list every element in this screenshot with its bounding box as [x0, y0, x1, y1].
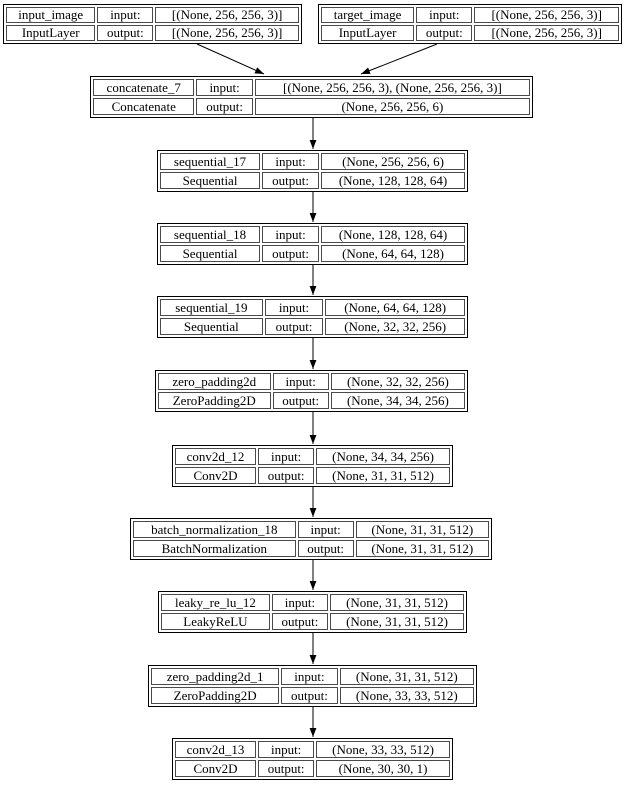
- layer-type: InputLayer: [321, 25, 414, 41]
- edge-input-image-to-concatenate: [197, 44, 264, 74]
- input-label: input:: [196, 79, 252, 96]
- output-label: output:: [97, 25, 153, 41]
- layer-output-shape: (None, 34, 34, 256): [331, 392, 465, 409]
- input-label: input:: [272, 594, 328, 611]
- node-leaky-re-lu-12: [158, 591, 467, 633]
- node-batch-normalization-18: [130, 518, 492, 560]
- layer-type: Conv2D: [175, 760, 256, 777]
- output-label: output:: [272, 613, 328, 630]
- output-label: output:: [298, 540, 354, 557]
- layer-name: target_image: [321, 7, 414, 23]
- layer-output-shape: (None, 31, 31, 512): [330, 613, 464, 630]
- layer-input-shape: [(None, 256, 256, 3), (None, 256, 256, 3)]: [255, 79, 530, 96]
- layer-type: Concatenate: [93, 98, 194, 115]
- node-sequential-17: [157, 150, 468, 192]
- layer-name: batch_normalization_18: [133, 521, 296, 538]
- layer-name: conv2d_13: [175, 741, 256, 758]
- layer-type: LeakyReLU: [161, 613, 270, 630]
- layer-name: input_image: [6, 7, 95, 23]
- node-zero-padding2d-1: [148, 665, 477, 707]
- input-label: input:: [258, 448, 314, 465]
- layer-output-shape: [(None, 256, 256, 3)]: [155, 25, 299, 41]
- layer-type: BatchNormalization: [133, 540, 296, 557]
- node-conv2d-13: [172, 738, 453, 780]
- output-label: output:: [262, 245, 319, 262]
- layer-output-shape: (None, 64, 64, 128): [321, 245, 465, 262]
- layer-type: ZeroPadding2D: [151, 687, 279, 704]
- layer-name: zero_padding2d_1: [151, 668, 279, 685]
- input-label: input:: [262, 226, 319, 243]
- output-label: output:: [258, 760, 314, 777]
- layer-name: sequential_18: [160, 226, 260, 243]
- layer-input-shape: (None, 34, 34, 256): [316, 448, 450, 465]
- layer-input-shape: (None, 32, 32, 256): [331, 373, 465, 390]
- input-label: input:: [281, 668, 337, 685]
- node-input-image: [3, 4, 302, 44]
- edge-target-image-to-concatenate: [361, 44, 437, 74]
- node-sequential-18: [157, 223, 468, 265]
- layer-type: Sequential: [160, 318, 263, 335]
- layer-input-shape: (None, 128, 128, 64): [321, 226, 465, 243]
- output-label: output:: [258, 467, 314, 484]
- layer-type: Sequential: [160, 172, 260, 189]
- layer-name: conv2d_12: [175, 448, 256, 465]
- input-label: input:: [265, 299, 324, 316]
- layer-output-shape: (None, 31, 31, 512): [316, 467, 450, 484]
- input-label: input:: [262, 153, 319, 170]
- output-label: output:: [281, 687, 337, 704]
- node-conv2d-12: [172, 445, 453, 487]
- output-label: output:: [196, 98, 252, 115]
- layer-output-shape: (None, 31, 31, 512): [356, 540, 489, 557]
- layer-type: Conv2D: [175, 467, 256, 484]
- layer-input-shape: (None, 64, 64, 128): [325, 299, 465, 316]
- output-label: output:: [273, 392, 329, 409]
- layer-input-shape: (None, 31, 31, 512): [340, 668, 474, 685]
- input-label: input:: [258, 741, 314, 758]
- layer-output-shape: (None, 33, 33, 512): [340, 687, 474, 704]
- layer-name: sequential_17: [160, 153, 260, 170]
- layer-output-shape: (None, 128, 128, 64): [321, 172, 465, 189]
- layer-output-shape: (None, 30, 30, 1): [316, 760, 450, 777]
- output-label: output:: [416, 25, 472, 41]
- node-target-image: [318, 4, 622, 44]
- output-label: output:: [265, 318, 324, 335]
- output-label: output:: [262, 172, 319, 189]
- layer-name: leaky_re_lu_12: [161, 594, 270, 611]
- node-sequential-19: [157, 296, 468, 338]
- input-label: input:: [273, 373, 329, 390]
- node-zero-padding2d: [155, 370, 468, 412]
- layer-output-shape: [(None, 256, 256, 3)]: [474, 25, 619, 41]
- layer-type: Sequential: [160, 245, 260, 262]
- layer-input-shape: (None, 256, 256, 6): [321, 153, 465, 170]
- input-label: input:: [416, 7, 472, 23]
- layer-name: concatenate_7: [93, 79, 194, 96]
- input-label: input:: [298, 521, 354, 538]
- layer-output-shape: (None, 256, 256, 6): [255, 98, 530, 115]
- input-label: input:: [97, 7, 153, 23]
- layer-name: sequential_19: [160, 299, 263, 316]
- layer-input-shape: [(None, 256, 256, 3)]: [155, 7, 299, 23]
- layer-input-shape: (None, 31, 31, 512): [330, 594, 464, 611]
- layer-input-shape: [(None, 256, 256, 3)]: [474, 7, 619, 23]
- layer-input-shape: (None, 33, 33, 512): [316, 741, 450, 758]
- layer-input-shape: (None, 31, 31, 512): [356, 521, 489, 538]
- layer-name: zero_padding2d: [158, 373, 271, 390]
- node-concatenate-7: [90, 76, 533, 118]
- layer-type: InputLayer: [6, 25, 95, 41]
- layer-type: ZeroPadding2D: [158, 392, 271, 409]
- layer-output-shape: (None, 32, 32, 256): [325, 318, 465, 335]
